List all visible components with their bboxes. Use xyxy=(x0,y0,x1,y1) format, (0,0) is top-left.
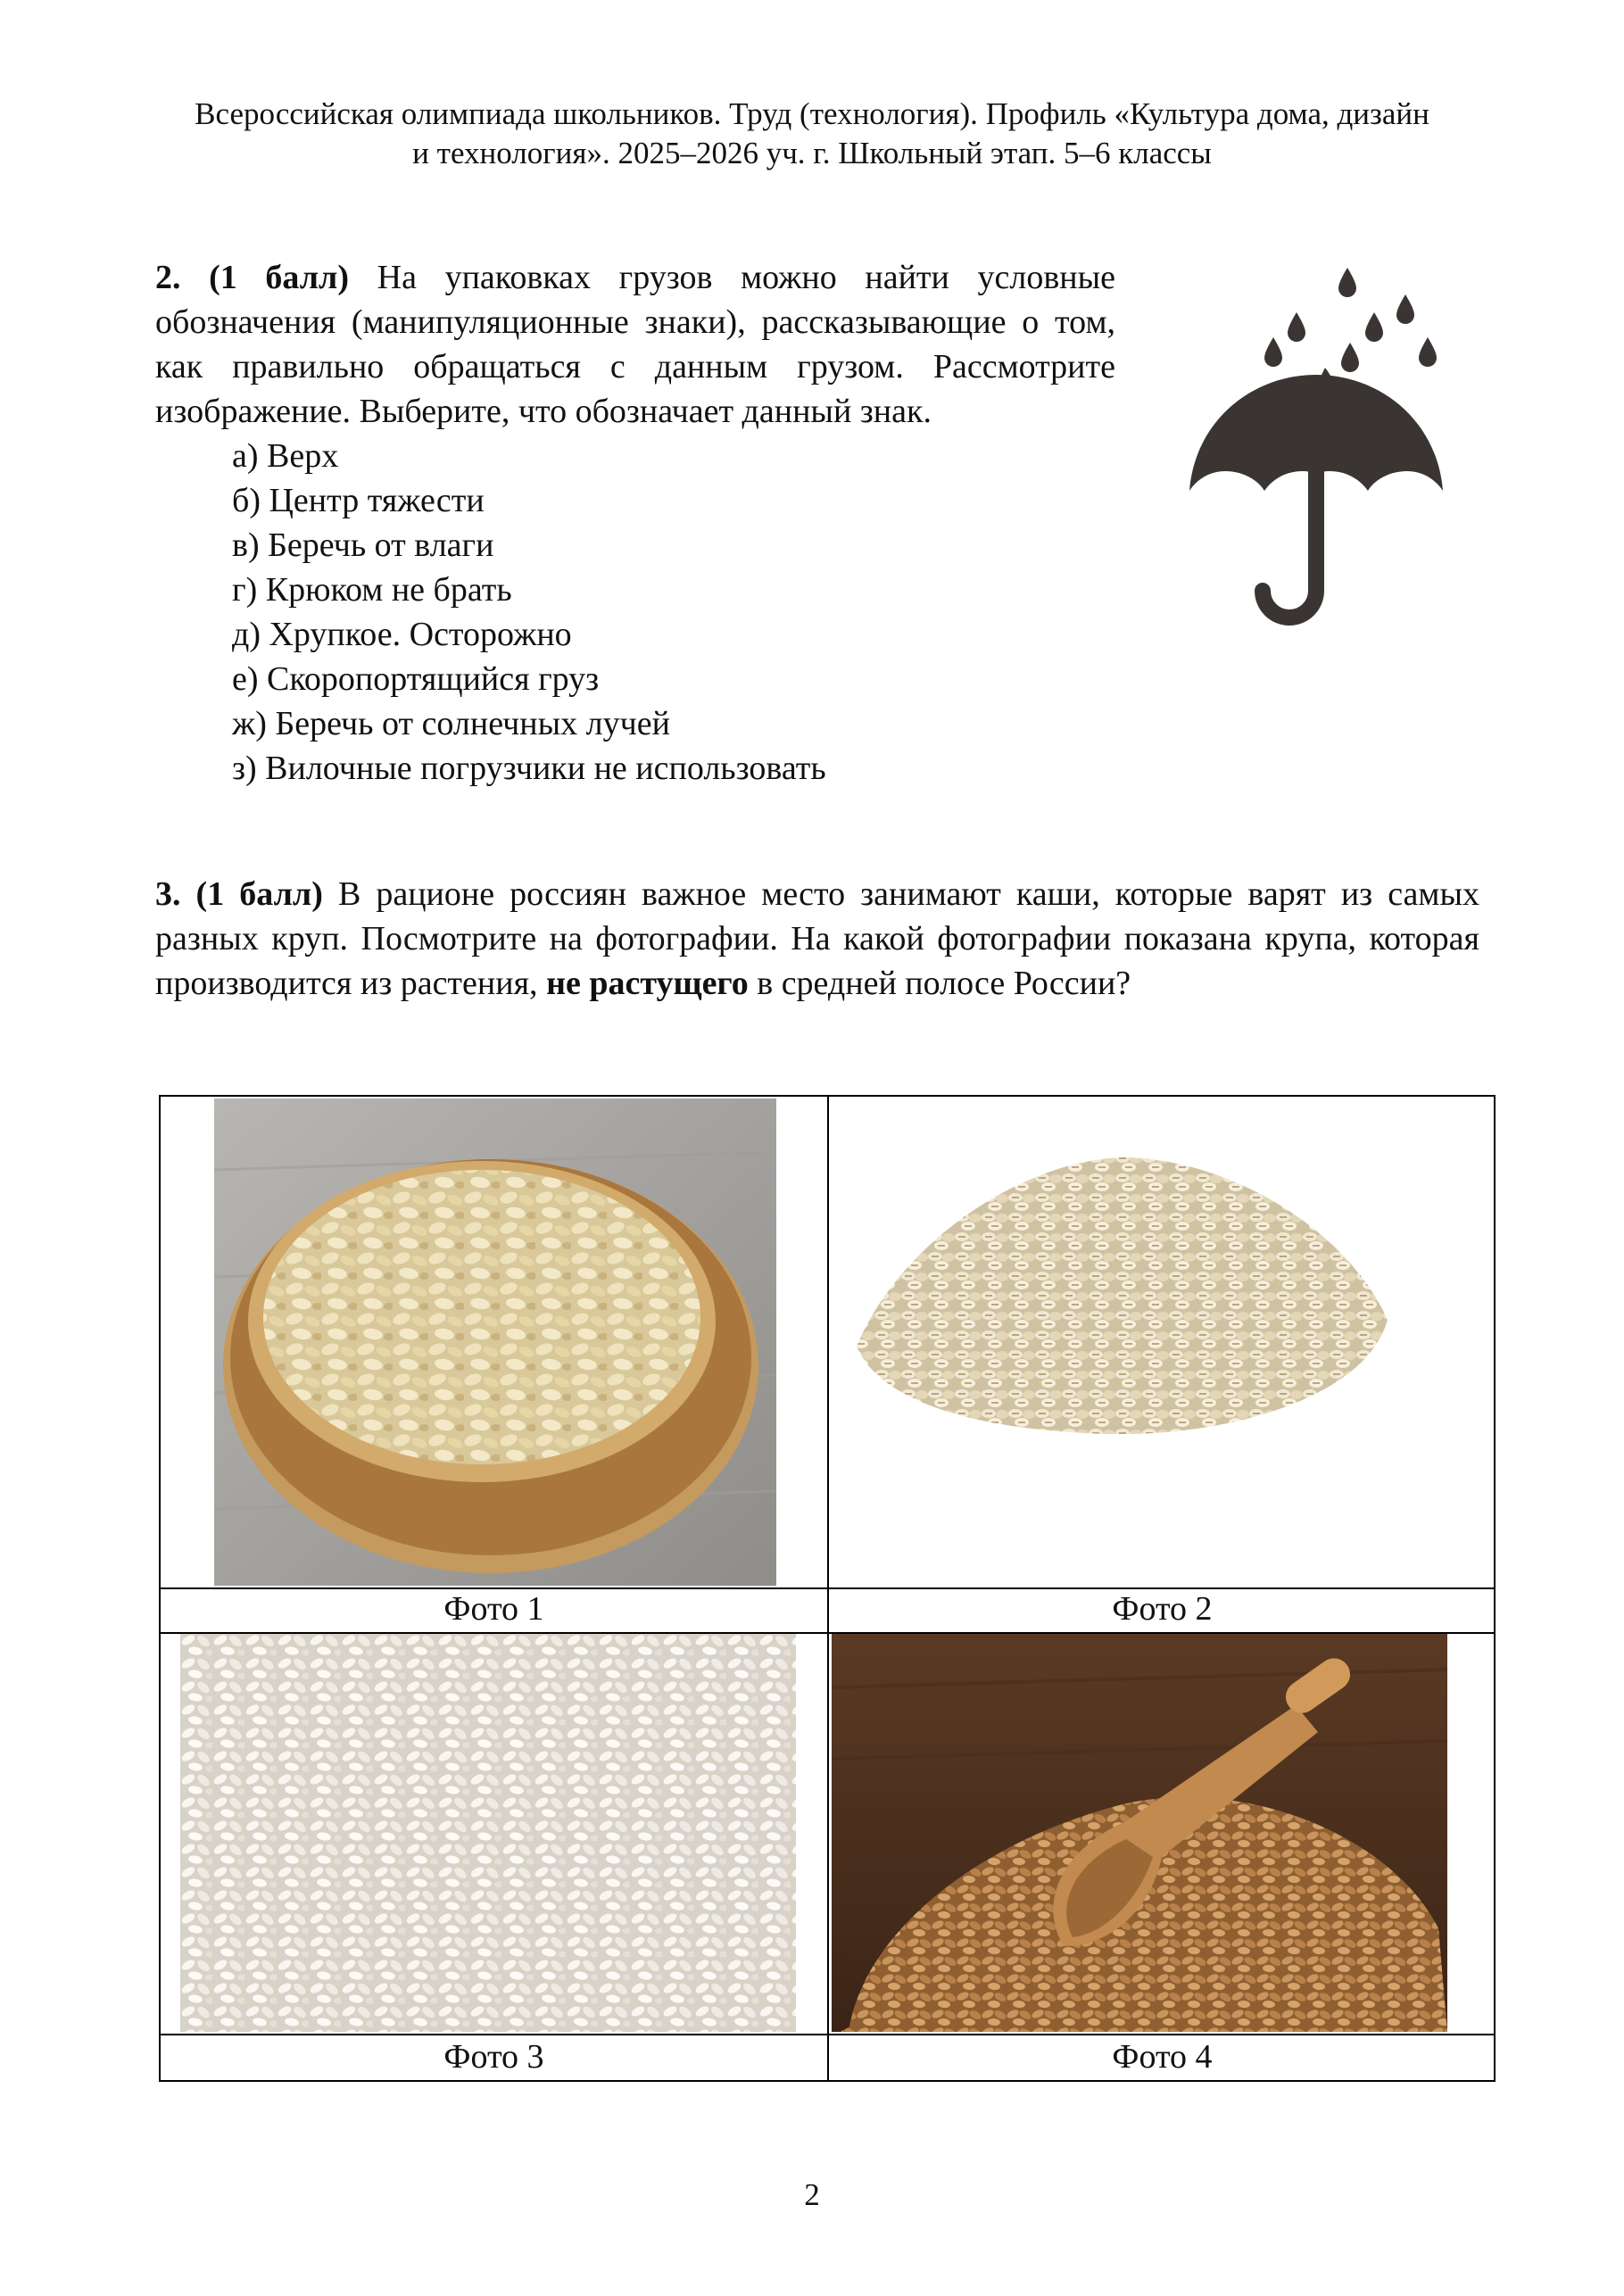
umbrella-with-rain-icon xyxy=(1182,261,1450,635)
photo-3-rice[interactable] xyxy=(180,1634,796,2032)
option-a[interactable]: а) Верх xyxy=(232,437,339,475)
question-3-text xyxy=(155,872,1479,1006)
option-g[interactable]: ж) Беречь от солнечных лучей xyxy=(232,705,670,742)
page-number: 2 xyxy=(804,2177,820,2212)
question-2 xyxy=(155,255,1115,791)
option-e[interactable]: д) Хрупкое. Осторожно xyxy=(232,616,572,653)
question-3-number: 3. (1 балл) xyxy=(155,875,323,913)
question-3-body-end: в средней полосе России? xyxy=(748,965,1131,1002)
option-d[interactable]: г) Крюком не брать xyxy=(232,571,512,609)
page-header xyxy=(125,95,1499,173)
question-2-text xyxy=(155,255,1115,434)
header-line-1: Всероссийская олимпиада школьников. Труд (технология). Профиль «Культура дома, дизайн xyxy=(195,96,1429,131)
photo-2-pearl-barley[interactable] xyxy=(848,1132,1392,1454)
photo-1-oat-flakes[interactable] xyxy=(214,1098,776,1586)
photo-1-caption: Фото 1 xyxy=(443,1590,544,1628)
photo-4-caption: Фото 4 xyxy=(1112,2038,1213,2076)
option-b[interactable]: б) Центр тяжести xyxy=(232,482,485,519)
photo-2-caption: Фото 2 xyxy=(1112,1590,1213,1628)
question-2-body: На упаковках грузов можно найти условные обозначения (манипуляционные знаки), рассказывающие о том, как правильно обращаться с данным грузом. Рассмотрите изображение. Выберите, что обозначает данный знак. xyxy=(155,259,1115,430)
photo-table xyxy=(159,1095,1496,2082)
option-c[interactable]: в) Беречь от влаги xyxy=(232,526,494,564)
option-f[interactable]: е) Скоропортящийся груз xyxy=(232,660,600,698)
question-3-emphasis: не растущего xyxy=(546,965,749,1002)
option-h[interactable]: з) Вилочные погрузчики не использовать xyxy=(232,750,826,787)
question-3-body-start: В рационе россиян важное место занимают каши, которые варят из самых разных круп. Посмотрите на фотографии. На какой фотографии показана крупа, которая производится из растения, xyxy=(155,875,1480,1002)
question-2-options xyxy=(155,434,1115,791)
photo-3-caption: Фото 3 xyxy=(443,2038,544,2076)
photo-4-wheat[interactable] xyxy=(832,1634,1447,2032)
question-2-number: 2. (1 балл) xyxy=(155,259,350,296)
header-line-2: и технология». 2025–2026 уч. г. Школьный этап. 5–6 классы xyxy=(412,136,1212,170)
